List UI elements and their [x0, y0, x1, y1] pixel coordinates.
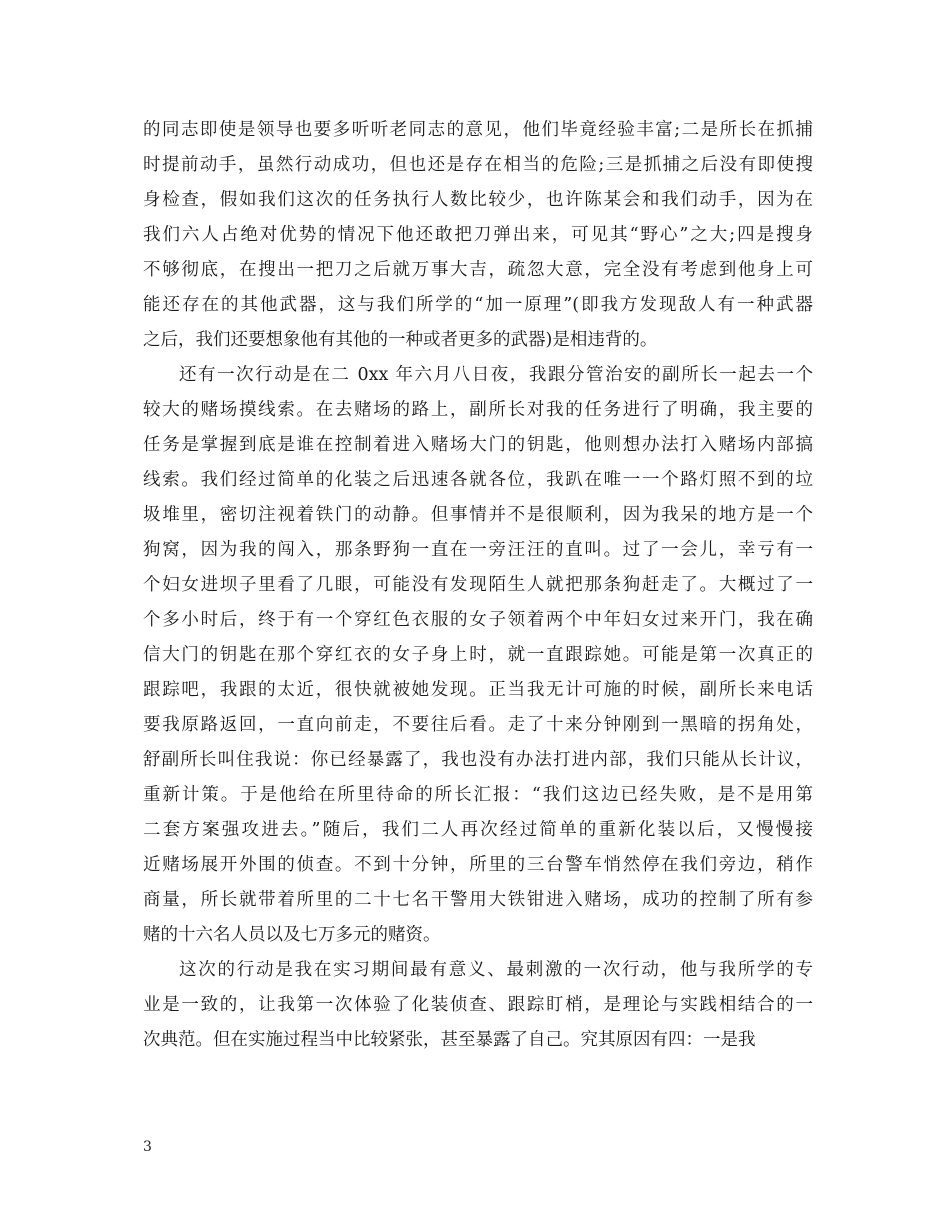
- document-body: [143, 113, 813, 1058]
- paragraph: [143, 358, 813, 953]
- text-line: 近赌场展开外围的侦查。不到十分钟，所里的三台警车悄然停在我们旁边，稍作: [143, 855, 813, 875]
- text-line: 的同志即使是领导也要多听听老同志的意见，他们毕竟经验丰富;二是所长在抓捕: [143, 120, 813, 140]
- text-line: 个多小时后，终于有一个穿红色衣服的女子领着两个中年妇女过来开门，我在确: [143, 610, 813, 630]
- text-line: 赌的十六名人员以及七万多元的赌资。: [143, 925, 441, 945]
- text-line: 次典范。但在实施过程当中比较紧张，甚至暴露了自己。究其原因有四：一是我: [143, 1030, 756, 1050]
- text-line: 二套方案强攻进去。”随后，我们二人再次经过简单的重新化装以后，又慢慢接: [143, 820, 813, 840]
- text-line: 还有一次行动是在二 0xx 年六月八日夜，我跟分管治安的副所长一起去一个: [179, 365, 813, 385]
- text-line: 身检查，假如我们这次的任务执行人数比较少，也许陈某会和我们动手，因为在: [143, 190, 813, 210]
- page-number: 3: [143, 1139, 152, 1155]
- text-line: 信大门的钥匙在那个穿红衣的女子身上时，就一直跟踪她。可能是第一次真正的: [143, 645, 813, 665]
- text-line: 这次的行动是我在实习期间最有意义、最刺激的一次行动，他与我所学的专: [179, 960, 813, 980]
- text-line: 业是一致的，让我第一次体验了化装侦查、跟踪盯梢，是理论与实践相结合的一: [143, 995, 813, 1015]
- text-line: 跟踪吧，我跟的太近，很快就被她发现。正当我无计可施的时候，副所长来电话: [143, 680, 813, 700]
- text-line: 商量，所长就带着所里的二十七名干警用大铁钳进入赌场，成功的控制了所有参: [143, 890, 813, 910]
- text-line: 能还存在的其他武器，这与我们所学的“加一原理”(即我方发现敌人有一种武器: [143, 295, 813, 315]
- paragraph: [143, 953, 813, 1058]
- text-line: 之后，我们还要想象他有其他的一种或者更多的武器)是相违背的。: [143, 330, 658, 350]
- text-line: 重新计策。于是他给在所里待命的所长汇报：“我们这边已经失败，是不是用第: [143, 785, 813, 805]
- text-line: 线索。我们经过简单的化装之后迅速各就各位，我趴在唯一一个路灯照不到的垃: [143, 470, 813, 490]
- text-line: 舒副所长叫住我说：你已经暴露了，我也没有办法打进内部，我们只能从长计议，: [143, 750, 813, 770]
- text-line: 圾堆里，密切注视着铁门的动静。但事情并不是很顺利，因为我呆的地方是一个: [143, 505, 813, 525]
- text-line: 较大的赌场摸线索。在去赌场的路上，副所长对我的任务进行了明确，我主要的: [143, 400, 813, 420]
- text-line: 时提前动手，虽然行动成功，但也还是存在相当的危险;三是抓捕之后没有即使搜: [143, 155, 813, 175]
- text-line: 狗窝，因为我的闯入，那条野狗一直在一旁汪汪的直叫。过了一会儿，幸亏有一: [143, 540, 813, 560]
- text-line: 不够彻底，在搜出一把刀之后就万事大吉，疏忽大意，完全没有考虑到他身上可: [143, 260, 813, 280]
- text-line: 任务是掌握到底是谁在控制着进入赌场大门的钥匙，他则想办法打入赌场内部搞: [143, 435, 813, 455]
- text-line: 个妇女进坝子里看了几眼，可能没有发现陌生人就把那条狗赶走了。大概过了一: [143, 575, 813, 595]
- paragraph: [143, 113, 813, 358]
- text-line: 我们六人占绝对优势的情况下他还敢把刀弹出来，可见其“野心”之大;四是搜身: [143, 225, 813, 245]
- text-line: 要我原路返回，一直向前走，不要往后看。走了十来分钟刚到一黑暗的拐角处，: [143, 715, 813, 735]
